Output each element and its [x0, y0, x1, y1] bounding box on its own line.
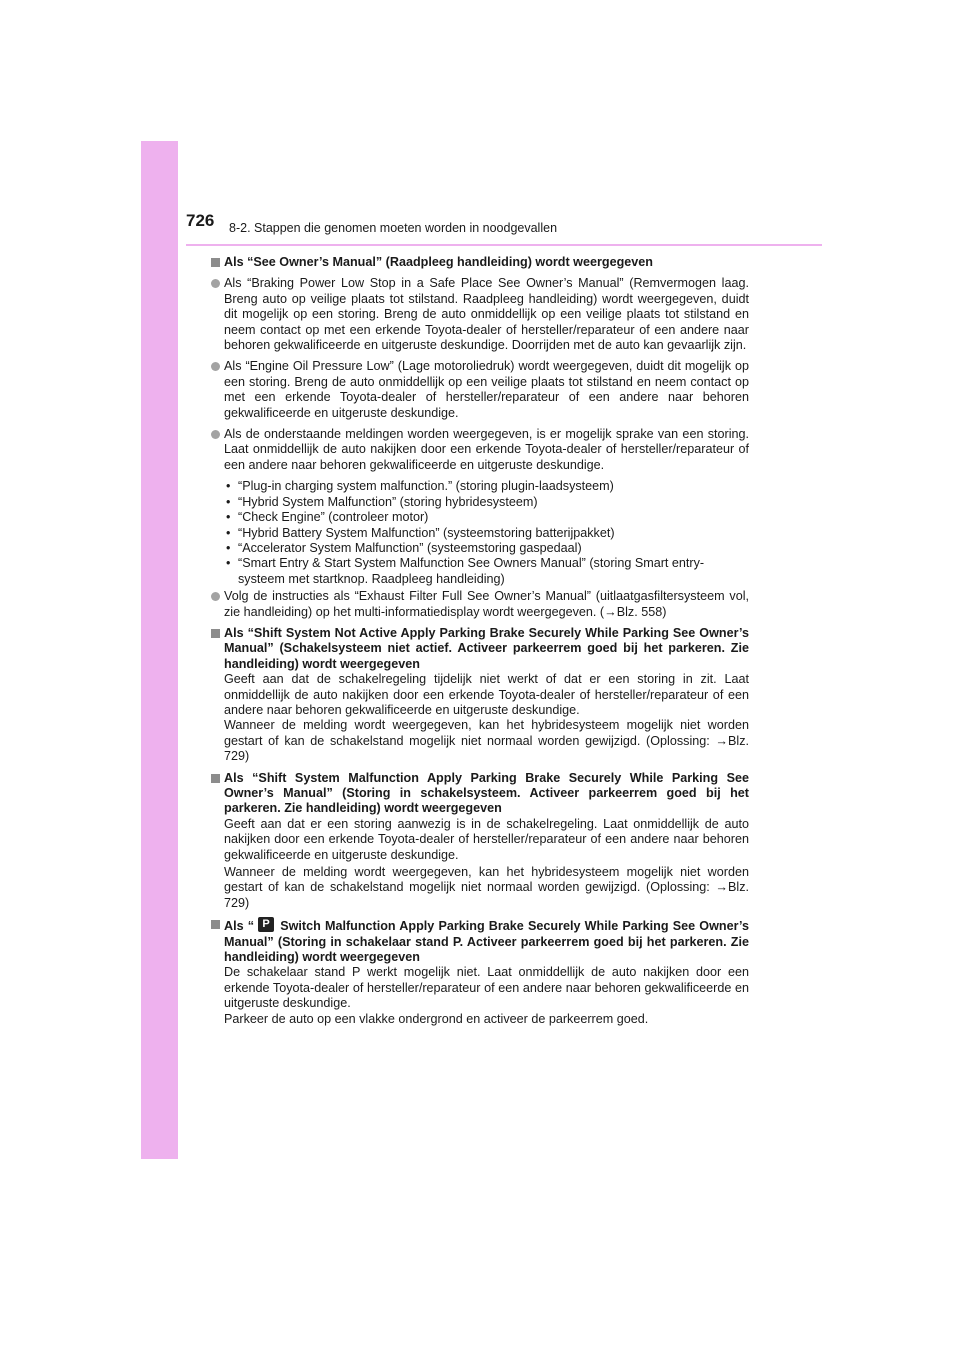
message-item: • “Accelerator System Malfunction” (systeemstoring gaspedaal) [226, 540, 582, 555]
section-heading: Als “Shift System Not Active Apply Parking Brake Securely While Parking See Owner’s Manual” (Schakelsysteem niet actief. Activeer parkeerrem goed bij het parkeren. Zie handleiding) wordt weergegeven [224, 625, 749, 671]
section-p-switch-malfunction [211, 917, 749, 1027]
page-number: 726 [186, 211, 215, 230]
page-header [186, 211, 822, 247]
paragraph: Geeft aan dat de schakelregeling tijdelijk niet werkt of dat er een storing in zit. Laat onmiddellijk de auto nakijken door een erkende Toyota-dealer of hersteller/reparateur of een andere naar behoren gekwalificeerde en uitgeruste deskundige. [224, 672, 749, 717]
paragraph: Parkeer de auto op een vlakke ondergrond en activeer de parkeerrem goed. [224, 1011, 649, 1026]
paragraph: De schakelaar stand P werkt mogelijk niet. Laat onmiddellijk de auto nakijken door een erkende Toyota-dealer of hersteller/reparateur of een andere naar behoren gekwalificeerde en uitgeruste deskundige. [224, 965, 749, 1011]
paragraph: Geeft aan dat er een storing aanwezig is in de schakelregeling. Laat onmiddellijk de auto nakijken door een erkende Toyota-dealer of hersteller/reparateur of een andere naar behoren gekwalificeerde en uitgeruste deskundige. [224, 816, 749, 862]
square-bullet-icon [211, 774, 220, 783]
message-item: • “Hybrid System Malfunction” (storing hybridesysteem) [226, 494, 538, 509]
list-item-text: Als “Engine Oil Pressure Low” (Lage motoroliedruk) wordt weergegeven, duidt dit mogelijk op een storing. Breng de auto onmiddellijk op een veilige plaats tot stilstand en neem contact op met een erkende Toyota-dealer of hersteller/reparateur of een andere naar behoren gekwalificeerde en uitgeruste deskundige. [224, 359, 749, 420]
list-item [211, 359, 749, 421]
list-item-text: Volg de instructies als “Exhaust Filter Full See Owner’s Manual” (uitlaatgasfiltersysteem vol, zie handleiding) op het multi-informatiedisplay wordt weergegeven. (→Blz. 558) [224, 589, 749, 619]
message-item: • “Check Engine” (controleer motor) [226, 510, 429, 525]
square-bullet-icon [211, 629, 220, 638]
list-item [211, 589, 749, 620]
circle-bullet-icon [211, 362, 220, 371]
message-item: • “Hybrid Battery System Malfunction” (systeemstoring batterijpakket) [226, 525, 615, 540]
square-bullet-icon [211, 920, 220, 929]
list-item [211, 427, 749, 473]
section-see-owners-manual [211, 255, 749, 270]
paragraph: Wanneer de melding wordt weergegeven, kan het hybridesysteem mogelijk niet worden gestart of kan de schakelstand mogelijk niet normaal worden gewijzigd. (Oplossing: →Blz. 729) [224, 865, 749, 910]
message-item: • “Smart Entry & Start System Malfunction See Owners Manual” (storing Smart entry-systeem met startknop. Raadpleeg handleiding) [226, 556, 705, 586]
list-item-text: Als de onderstaande meldingen worden weergegeven, is er mogelijk sprake van een storing. Laat onmiddellijk de auto nakijken door een erkende Toyota-dealer of hersteller/reparateur of een andere naar behoren gekwalificeerde en uitgeruste deskundige. [224, 427, 749, 472]
section-shift-system-malfunction [211, 771, 749, 912]
section-heading: Als “Shift System Malfunction Apply Parking Brake Securely While Parking See Owner’s Manual” (Storing in schakelsysteem. Activeer parkeerrem goed bij het parkeren. Zie handleiding) wordt weergegeven [224, 770, 749, 816]
list-item [211, 276, 749, 353]
circle-bullet-icon [211, 430, 220, 439]
square-bullet-icon [211, 258, 220, 267]
message-list [224, 479, 749, 587]
list-item-text: Als “Braking Power Low Stop in a Safe Place See Owner’s Manual” (Remvermogen laag. Breng auto op veilige plaats tot stilstand. Raadpleeg handleiding) wordt weergegeven, duidt dit mogelijk op een storing. Breng de auto onmiddellijk op een veilige plaats tot stilstand en neem contact op met een erkende Toyota-dealer of hersteller/reparateur of een andere naar behoren gekwalificeerde en uitgeruste deskundige. Doorrijden met de auto kan gevaarlijk zijn. [224, 276, 749, 353]
section-title: 8-2. Stappen die genomen moeten worden in noodgevallen [229, 221, 558, 235]
circle-bullet-icon [211, 592, 220, 601]
section-shift-system-not-active [211, 626, 749, 765]
section-heading: Als “See Owner’s Manual” (Raadpleeg handleiding) wordt weergegeven [224, 255, 653, 269]
side-tab-band [141, 141, 178, 1159]
message-item: • “Plug-in charging system malfunction.” (storing plugin-laadsysteem) [226, 479, 614, 494]
parking-p-icon: P [258, 917, 274, 932]
circle-bullet-icon [211, 279, 220, 288]
content-body [211, 251, 749, 1027]
header-rule [186, 244, 822, 246]
section-heading: Als “ P Switch Malfunction Apply Parking Brake Securely While Parking See Owner’s Manual” (Storing in schakelaar stand P. Activeer parkeerrem goed bij het parkeren. Zie handleiding) wordt weergegeven [224, 918, 749, 965]
paragraph: Wanneer de melding wordt weergegeven, kan het hybridesysteem mogelijk niet worden gestart of kan de schakelstand mogelijk niet normaal worden gewijzigd. (Oplossing: →Blz. 729) [224, 718, 749, 764]
